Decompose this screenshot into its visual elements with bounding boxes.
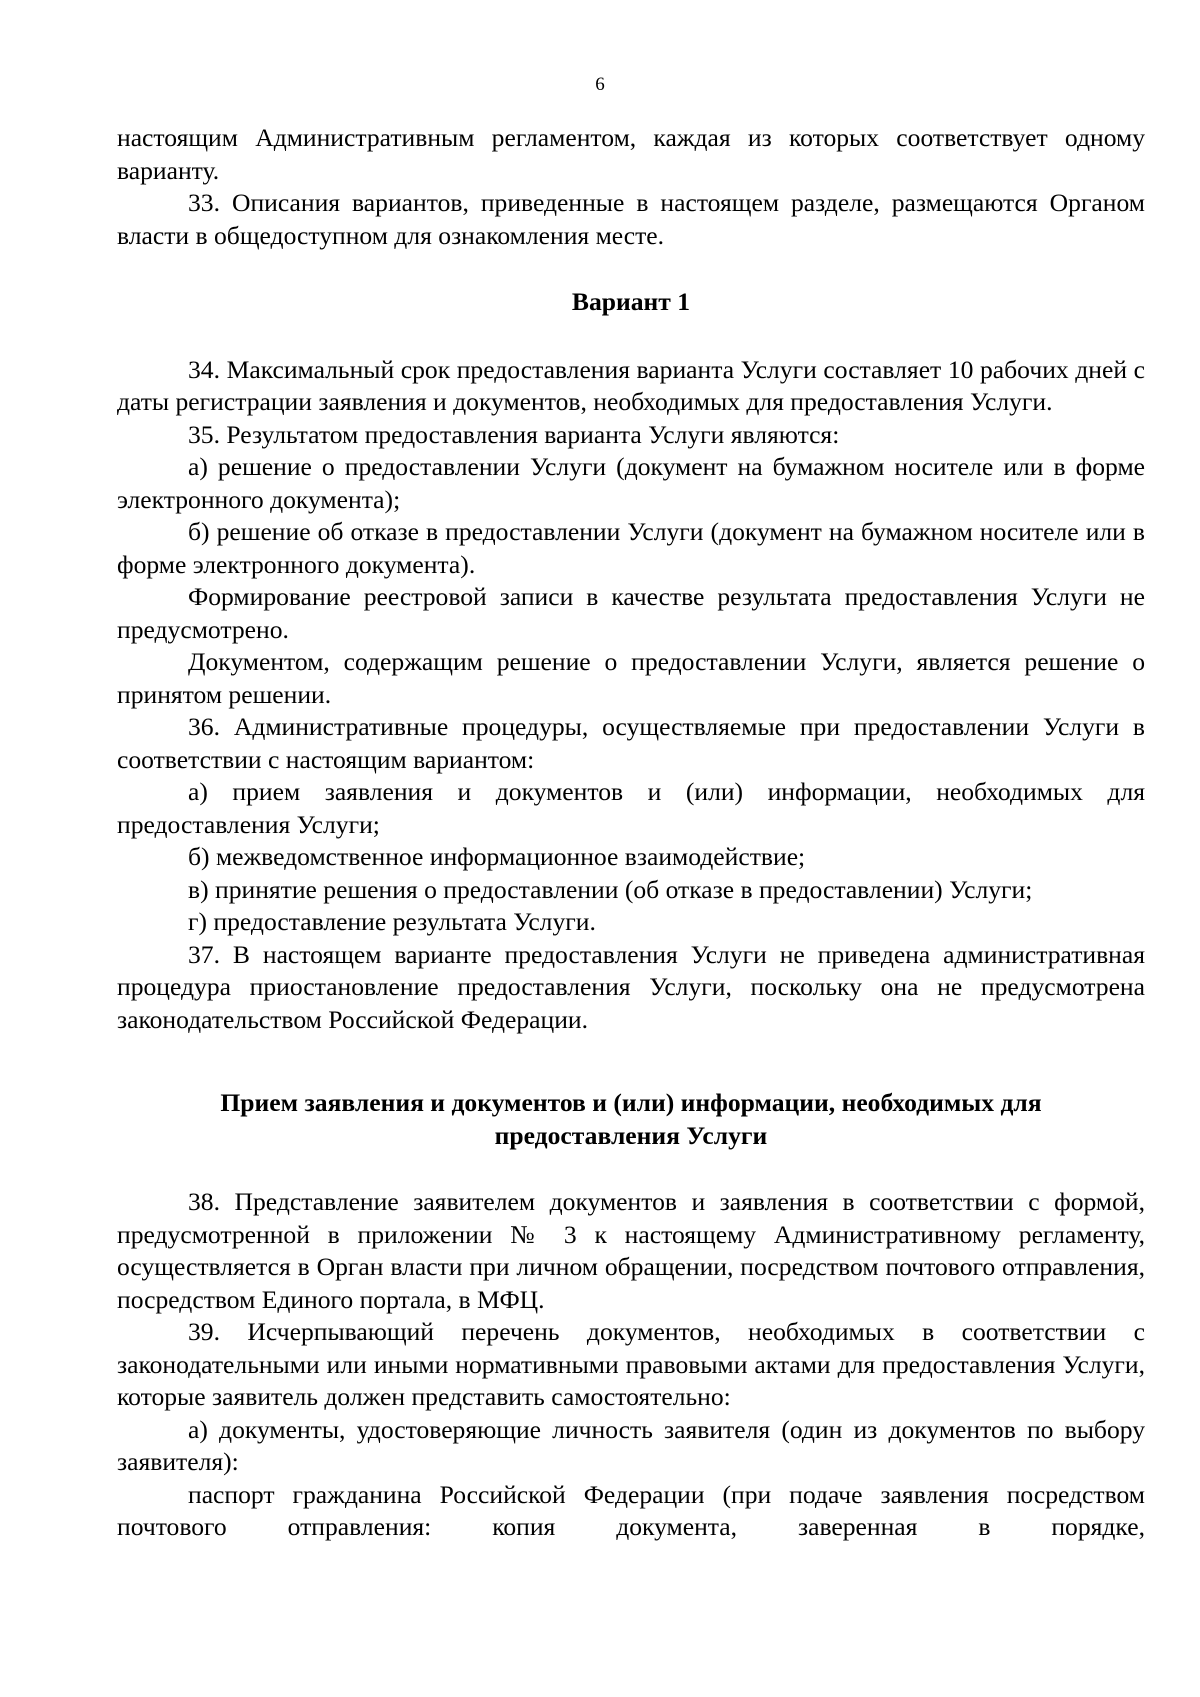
paragraph-33: 33. Описания вариантов, приведенные в настоящем разделе, размещаются Органом власти в общедоступном для ознакомления месте. (117, 188, 1145, 250)
paragraph-36-c: в) принятие решения о предоставлении (об отказе в предоставлении) Услуги; (188, 874, 1033, 904)
paragraph-34: 34. Максимальный срок предоставления варианта Услуги составляет 10 рабочих дней с даты регистрации заявления и документов, необходимых для предоставления Услуги. (117, 354, 1145, 416)
heading-section-application-intake (117, 1087, 1145, 1152)
paragraph-38: 38. Представление заявителем документов и заявления в соответствии с формой, предусмотренной в приложении № 3 к настоящему Административному регламенту, осуществляется в Орган власти при личном обращении, посредством почтового отправления, посредством Единого портала, в МФЦ. (117, 1187, 1145, 1314)
paragraph-36: 36. Административные процедуры, осуществляемые при предоставлении Услуги в соответствии с настоящим вариантом: (117, 712, 1145, 774)
heading-section-line-2: предоставления Услуги (494, 1120, 768, 1150)
page-number: 6 (595, 74, 605, 95)
paragraph-35-b: б) решение об отказе в предоставлении Услуги (документ на бумажном носителе или в форме электронного документа). (117, 517, 1145, 579)
heading-variant-1: Вариант 1 (571, 287, 691, 316)
paragraph-intro-continuation: настоящим Административным регламентом, каждая из которых соответствует одному варианту. (117, 123, 1145, 185)
paragraph-36-d: г) предоставление результата Услуги. (188, 907, 596, 936)
heading-section-line-1: Прием заявления и документов и (или) информации, необходимых для (220, 1088, 1042, 1117)
paragraph-36-a: а) прием заявления и документов и (или) информации, необходимых для предоставления Услуги; (117, 777, 1145, 839)
paragraph-35-registry-note: Формирование реестровой записи в качестве результата предоставления Услуги не предусмотрено. (117, 582, 1145, 644)
paragraph-39-a: а) документы, удостоверяющие личность заявителя (один из документов по выбору заявителя): (117, 1414, 1145, 1476)
paragraph-37: 37. В настоящем варианте предоставления Услуги не приведена административная процедура приостановление предоставления Услуги, поскольку она не предусмотрена законодательством Российской Федерации. (117, 939, 1145, 1034)
paragraph-39-passport: паспорт гражданина Российской Федерации (при подаче заявления посредством почтового отправления: копия документа, заверенная в порядке, (117, 1479, 1145, 1541)
paragraph-35-decision-note: Документом, содержащим решение о предоставлении Услуги, является решение о принятом решении. (117, 647, 1145, 709)
paragraph-35: 35. Результатом предоставления варианта Услуги являются: (188, 419, 840, 449)
paragraph-36-b: б) межведомственное информационное взаимодействие; (188, 842, 806, 871)
paragraph-39: 39. Исчерпывающий перечень документов, необходимых в соответствии с законодательными или иными нормативными правовыми актами для предоставления Услуги, которые заявитель должен представить самостоятельно: (117, 1317, 1145, 1411)
document-body (117, 122, 1145, 1544)
paragraph-35-a: а) решение о предоставлении Услуги (документ на бумажном носителе или в форме электронного документа); (117, 452, 1145, 514)
